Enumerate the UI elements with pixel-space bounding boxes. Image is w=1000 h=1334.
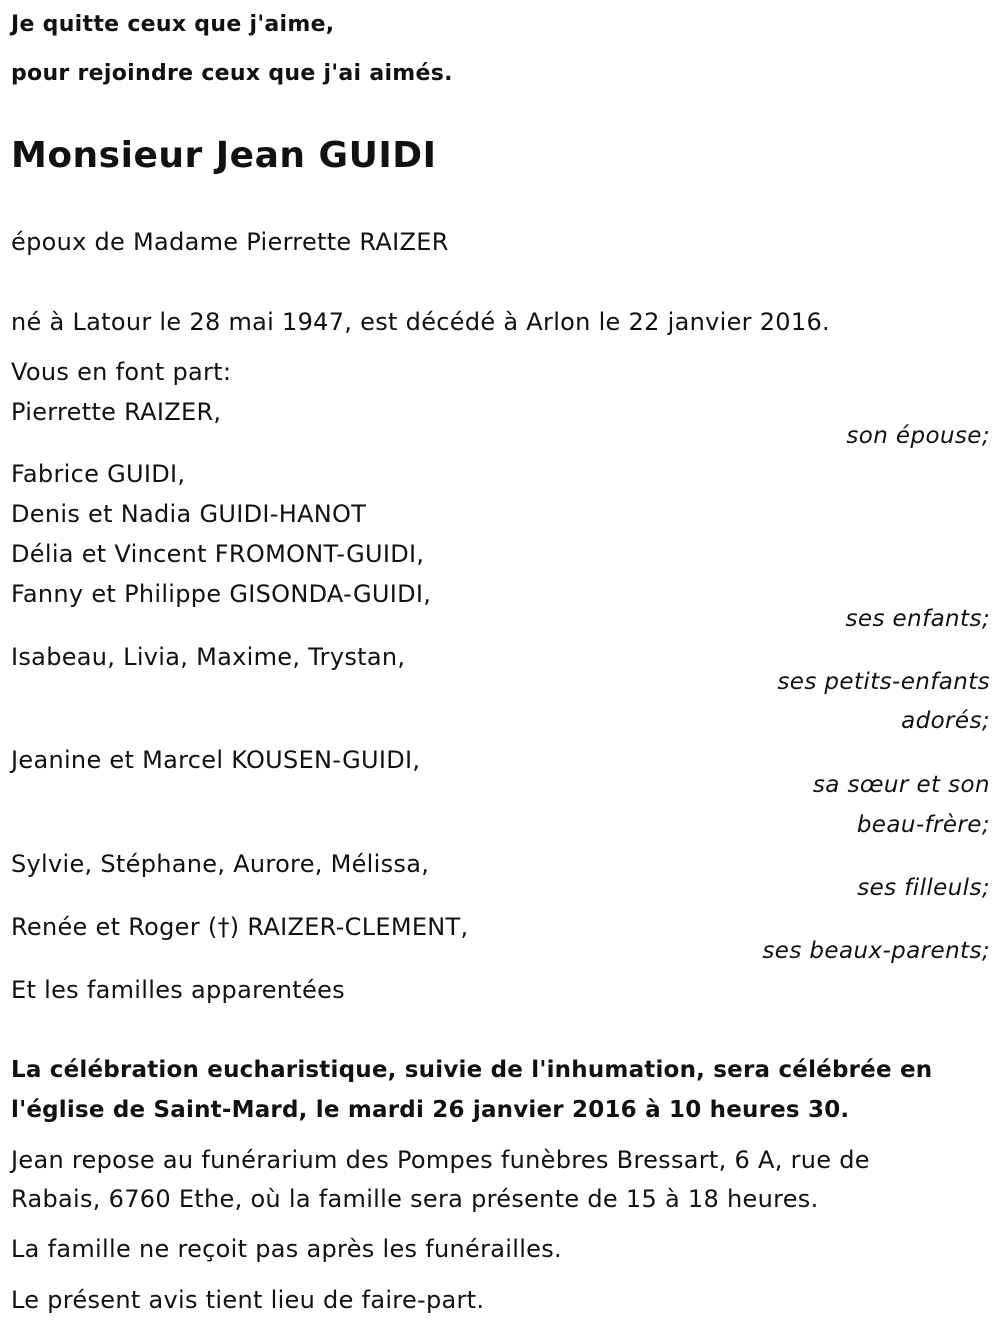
- relation-label: sa sœur et son: [812, 772, 990, 798]
- relation-label: son épouse;: [846, 423, 990, 449]
- relation-label: ses beaux-parents;: [762, 938, 990, 964]
- mourner-name: Pierrette RAIZER,: [11, 398, 222, 426]
- relation-label: ses filleuls;: [857, 875, 990, 901]
- epigraph-line-2: pour rejoindre ceux que j'ai aimés.: [11, 61, 453, 86]
- birth-death-line: né à Latour le 28 mai 1947, est décédé à Arlon le 22 janvier 2016.: [11, 308, 830, 336]
- epigraph-line-1: Je quitte ceux que j'aime,: [11, 12, 335, 37]
- relation-label: beau-frère;: [856, 812, 990, 838]
- deceased-name: Monsieur Jean GUIDI: [11, 135, 437, 176]
- mourner-name: Fabrice GUIDI,: [11, 460, 186, 488]
- mourner-name: Renée et Roger (†) RAIZER-CLEMENT,: [11, 913, 469, 941]
- mourner-name: Délia et Vincent FROMONT-GUIDI,: [11, 540, 425, 568]
- notice-line: Le présent avis tient lieu de faire-part.: [11, 1286, 485, 1314]
- spouse-line: époux de Madame Pierrette RAIZER: [11, 228, 449, 256]
- relation-label: ses enfants;: [845, 606, 990, 632]
- rest-line-1: Jean repose au funérarium des Pompes funèbres Bressart, 6 A, rue de: [11, 1146, 870, 1174]
- mourner-name: Fanny et Philippe GISONDA-GUIDI,: [11, 580, 432, 608]
- families-line: Et les familles apparentées: [11, 976, 345, 1004]
- announcement-intro: Vous en font part:: [11, 358, 232, 386]
- mourner-name: Denis et Nadia GUIDI-HANOT: [11, 500, 367, 528]
- no-reception-line: La famille ne reçoit pas après les funérailles.: [11, 1235, 562, 1263]
- ceremony-line-2: l'église de Saint-Mard, le mardi 26 janvier 2016 à 10 heures 30.: [11, 1097, 850, 1123]
- relation-label: ses petits-enfants: [777, 669, 990, 695]
- relation-label: adorés;: [901, 708, 990, 734]
- mourner-name: Isabeau, Livia, Maxime, Trystan,: [11, 643, 406, 671]
- mourner-name: Sylvie, Stéphane, Aurore, Mélissa,: [11, 850, 430, 878]
- rest-line-2: Rabais, 6760 Ethe, où la famille sera présente de 15 à 18 heures.: [11, 1185, 819, 1213]
- mourner-name: Jeanine et Marcel KOUSEN-GUIDI,: [11, 746, 421, 774]
- ceremony-line-1: La célébration eucharistique, suivie de l'inhumation, sera célébrée en: [11, 1057, 933, 1083]
